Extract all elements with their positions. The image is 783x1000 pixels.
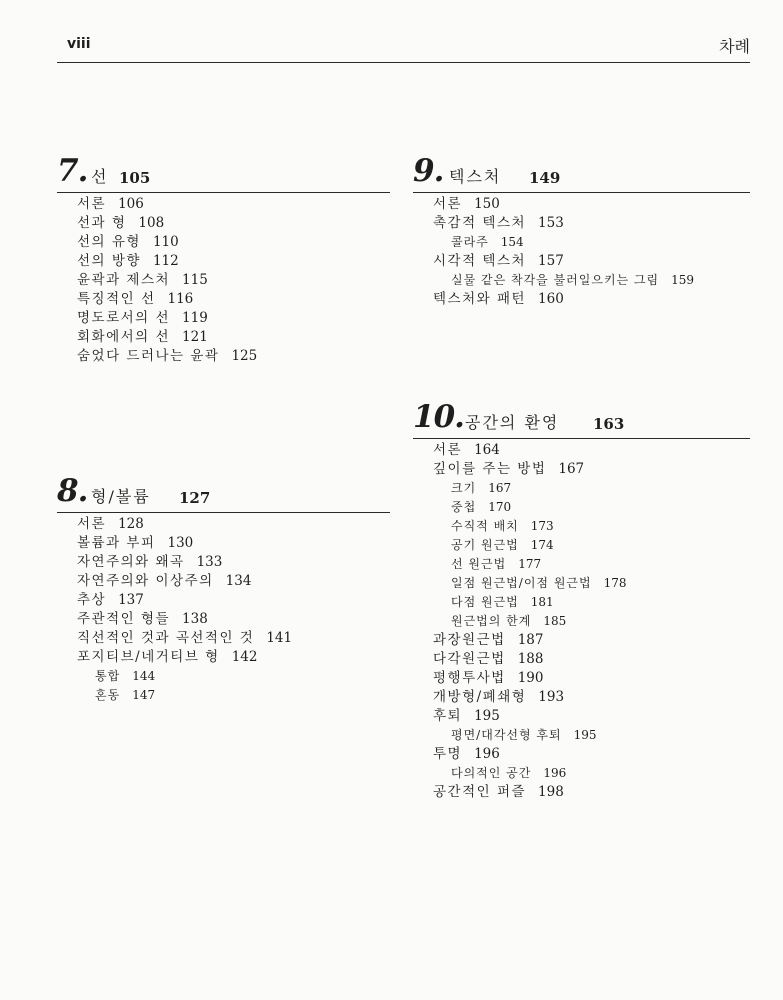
toc-entry [413, 441, 750, 460]
toc-subentry [413, 498, 750, 517]
entry-text: 선의 유형 [77, 234, 141, 250]
entry-list [57, 515, 390, 705]
chapter-heading [413, 398, 750, 439]
entry-page: 190 [517, 670, 544, 686]
chapter-number: 10. [413, 399, 464, 435]
toc-entry [57, 534, 390, 553]
toc-entry [413, 688, 750, 707]
entry-text: 다점 원근법 [451, 595, 519, 609]
entry-page: 128 [118, 516, 144, 532]
toc-entry [57, 347, 390, 366]
toc-entry [413, 214, 750, 233]
toc-entry [57, 233, 390, 252]
entry-text: 서론 [433, 442, 463, 458]
entry-text: 서론 [77, 516, 107, 532]
entry-page: 110 [152, 234, 179, 250]
entry-text: 특징적인 선 [77, 291, 156, 307]
entry-page: 196 [543, 766, 567, 780]
toc-entry [413, 745, 750, 764]
entry-page: 160 [538, 291, 564, 307]
chapter-title: 텍스처 [449, 167, 502, 186]
entry-page: 108 [138, 215, 165, 231]
entry-text: 후퇴 [433, 708, 463, 724]
toc-entry [57, 610, 390, 629]
entry-list [413, 195, 750, 309]
entry-text: 자연주의와 왜곡 [77, 554, 185, 570]
entry-text: 중첩 [451, 500, 477, 514]
chapter-page: 163 [593, 415, 625, 433]
entry-page: 170 [488, 500, 512, 514]
entry-page: 133 [196, 554, 223, 570]
chapter-title: 형/볼륨 [91, 487, 151, 506]
toc-entry [413, 631, 750, 650]
chapter-9 [413, 152, 750, 309]
toc-subentry [413, 593, 750, 612]
entry-text: 다의적인 공간 [451, 766, 532, 780]
entry-text: 실물 같은 착각을 불러일으키는 그림 [451, 273, 660, 287]
toc-entry [413, 460, 750, 479]
chapter-page: 105 [119, 169, 151, 187]
entry-text: 평면/대각선형 후퇴 [451, 728, 562, 742]
entry-page: 125 [231, 348, 258, 364]
page-header [57, 28, 750, 63]
entry-page: 167 [488, 481, 512, 495]
toc-subentry [413, 612, 750, 631]
chapter-7 [57, 152, 390, 366]
entry-page: 141 [266, 630, 293, 646]
entry-page: 116 [167, 291, 194, 307]
toc-subentry [57, 667, 390, 686]
entry-text: 크기 [451, 481, 477, 495]
entry-page: 154 [500, 235, 524, 249]
entry-text: 윤곽과 제스처 [77, 272, 171, 288]
entry-text: 투명 [433, 746, 463, 762]
toc-entry [57, 290, 390, 309]
entry-page: 181 [530, 595, 554, 609]
entry-page: 138 [182, 611, 208, 627]
entry-text: 숨었다 드러나는 윤곽 [77, 348, 220, 364]
toc-entry [413, 290, 750, 309]
entry-page: 195 [573, 728, 597, 742]
entry-page: 157 [538, 253, 564, 269]
toc-entry [413, 669, 750, 688]
chapter-title: 공간의 환영 [465, 413, 560, 432]
toc-subentry [413, 764, 750, 783]
entry-text: 통합 [95, 669, 121, 683]
chapter-page: 127 [179, 489, 211, 507]
entry-page: 134 [225, 573, 252, 589]
chapter-page: 149 [529, 169, 561, 187]
entry-page: 195 [474, 708, 500, 724]
chapter-number: 7. [57, 153, 88, 189]
toc-subentry [413, 233, 750, 252]
chapter-8 [57, 472, 390, 705]
entry-page: 188 [517, 651, 544, 667]
toc-subentry [413, 726, 750, 745]
entry-page: 115 [182, 272, 208, 288]
entry-text: 수직적 배치 [451, 519, 519, 533]
header-title: 차례 [719, 37, 750, 56]
entry-page: 164 [474, 442, 500, 458]
entry-page: 178 [603, 576, 627, 590]
chapter-10 [413, 398, 750, 802]
entry-text: 시각적 텍스처 [433, 253, 527, 269]
entry-text: 혼동 [95, 688, 121, 702]
toc-entry [57, 195, 390, 214]
entry-text: 원근법의 한계 [451, 614, 532, 628]
entry-page: 198 [538, 784, 564, 800]
toc-entry [57, 328, 390, 347]
entry-page: 159 [671, 273, 695, 287]
entry-text: 공간적인 퍼즐 [433, 784, 527, 800]
toc-entry [57, 515, 390, 534]
entry-page: 173 [530, 519, 554, 533]
toc-subentry [413, 271, 750, 290]
entry-page: 167 [558, 461, 585, 477]
toc-entry [57, 591, 390, 610]
toc-entry [57, 309, 390, 328]
toc-entry [57, 629, 390, 648]
toc-entry [57, 271, 390, 290]
entry-page: 187 [517, 632, 544, 648]
chapter-title: 선 [91, 167, 109, 186]
toc-subentry [413, 574, 750, 593]
toc-subentry [413, 536, 750, 555]
entry-page: 150 [474, 196, 500, 212]
entry-text: 선과 형 [77, 215, 127, 231]
entry-page: 106 [118, 196, 144, 212]
entry-page: 144 [132, 669, 156, 683]
entry-text: 선의 방향 [77, 253, 141, 269]
entry-page: 137 [118, 592, 144, 608]
entry-page: 174 [530, 538, 554, 552]
chapter-heading [413, 152, 750, 193]
toc-entry [413, 783, 750, 802]
toc-entry [57, 572, 390, 591]
entry-page: 177 [518, 557, 542, 571]
entry-text: 일점 원근법/이점 원근법 [451, 576, 592, 590]
entry-text: 공기 원근법 [451, 538, 519, 552]
entry-page: 142 [231, 649, 258, 665]
entry-text: 서론 [77, 196, 107, 212]
entry-page: 119 [182, 310, 208, 326]
toc-entry [413, 650, 750, 669]
toc-subentry [413, 517, 750, 536]
entry-text: 명도로서의 선 [77, 310, 171, 326]
entry-page: 153 [538, 215, 564, 231]
chapter-heading [57, 472, 390, 513]
entry-text: 깊이를 주는 방법 [433, 461, 547, 477]
toc-entry [57, 252, 390, 271]
entry-text: 추상 [77, 592, 107, 608]
toc-entry [413, 707, 750, 726]
entry-text: 텍스처와 패턴 [433, 291, 527, 307]
entry-text: 다각원근법 [433, 651, 506, 667]
entry-text: 직선적인 것과 곡선적인 것 [77, 630, 255, 646]
toc-entry [57, 214, 390, 233]
entry-text: 포지티브/네거티브 형 [77, 649, 220, 665]
entry-text: 선 원근법 [451, 557, 507, 571]
entry-page: 185 [543, 614, 567, 628]
toc-subentry [413, 479, 750, 498]
page-number: viii [67, 36, 91, 52]
entry-text: 회화에서의 선 [77, 329, 171, 345]
entry-list [57, 195, 390, 366]
toc-entry [413, 195, 750, 214]
entry-list [413, 441, 750, 802]
toc-entry [57, 553, 390, 572]
toc-entry [413, 252, 750, 271]
entry-text: 촉감적 텍스처 [433, 215, 527, 231]
toc-subentry [413, 555, 750, 574]
entry-page: 147 [132, 688, 156, 702]
entry-page: 193 [538, 689, 565, 705]
entry-page: 196 [474, 746, 500, 762]
chapter-number: 8. [57, 473, 88, 509]
entry-page: 121 [182, 329, 208, 345]
entry-text: 콜라주 [451, 235, 489, 249]
chapter-heading [57, 152, 390, 193]
entry-text: 주관적인 형들 [77, 611, 171, 627]
chapter-number: 9. [413, 153, 444, 189]
entry-text: 자연주의와 이상주의 [77, 573, 214, 589]
entry-text: 개방형/폐쇄형 [433, 689, 527, 705]
entry-text: 서론 [433, 196, 463, 212]
entry-page: 112 [152, 253, 179, 269]
entry-text: 볼륨과 부피 [77, 535, 156, 551]
entry-page: 130 [167, 535, 194, 551]
toc-subentry [57, 686, 390, 705]
toc-entry [57, 648, 390, 667]
entry-text: 과장원근법 [433, 632, 506, 648]
entry-text: 평행투사법 [433, 670, 506, 686]
